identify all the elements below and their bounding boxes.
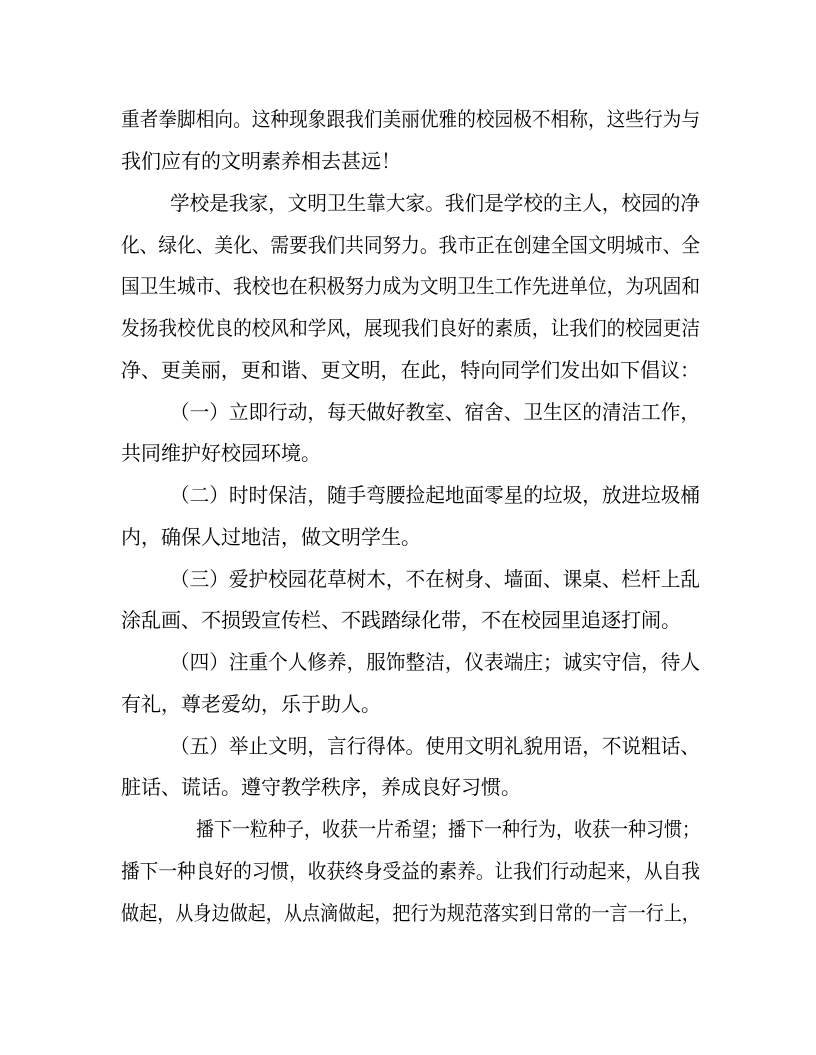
paragraph-line: 学校是我家，文明卫生靠大家。我们是学校的主人，校园的净 [170,191,701,215]
proposal-item-3: （三）爱护校园花草树木，不在树身、墙面、课桌、栏杆上乱 [170,567,701,591]
paragraph-line: 国卫生城市、我校也在积极努力成为文明卫生工作先进单位，为巩固和 [121,274,701,298]
proposal-item-4: （四）注重个人修养，服饰整洁，仪表端庄；诚实守信，待人 [170,650,701,674]
paragraph-line: 播下一种良好的习惯，收获终身受益的素养。让我们行动起来，从自我 [121,859,701,883]
paragraph-line: 发扬我校优良的校风和学风，展现我们良好的素质，让我们的校园更洁 [121,316,701,340]
paragraph-line: 做起，从身边做起，从点滴做起，把行为规范落实到日常的一言一行上， [121,901,701,925]
paragraph-line: 我们应有的文明素养相去甚远！ [121,149,401,173]
paragraph-line: 重者拳脚相向。这种现象跟我们美丽优雅的校园极不相称，这些行为与 [121,107,701,131]
proposal-item-5: （五）举止文明，言行得体。使用文明礼貌用语，不说粗话、 [170,734,701,758]
proposal-item-1: （一）立即行动，每天做好教室、宿舍、卫生区的清洁工作， [170,400,701,424]
proposal-item-4-cont: 有礼，尊老爱幼，乐于助人。 [121,692,381,716]
proposal-item-1-cont: 共同维护好校园环境。 [121,441,321,465]
proposal-item-3-cont: 涂乱画、不损毁宣传栏、不践踏绿化带，不在校园里追逐打闹。 [121,608,681,632]
paragraph-line: 净、更美丽，更和谐、更文明，在此，特向同学们发出如下倡议： [121,358,701,382]
proposal-item-2-cont: 内，确保人过地洁，做文明学生。 [121,525,421,549]
paragraph-line: 化、绿化、美化、需要我们共同努力。我市正在创建全国文明城市、全 [121,233,701,257]
proposal-item-5-cont: 脏话、谎话。遵守教学秩序，养成良好习惯。 [121,775,521,799]
proposal-item-2: （二）时时保洁，随手弯腰捡起地面零星的垃圾，放进垃圾桶 [170,483,701,507]
paragraph-line: 播下一粒种子，收获一片希望；播下一种行为，收获一种习惯； [196,817,700,841]
